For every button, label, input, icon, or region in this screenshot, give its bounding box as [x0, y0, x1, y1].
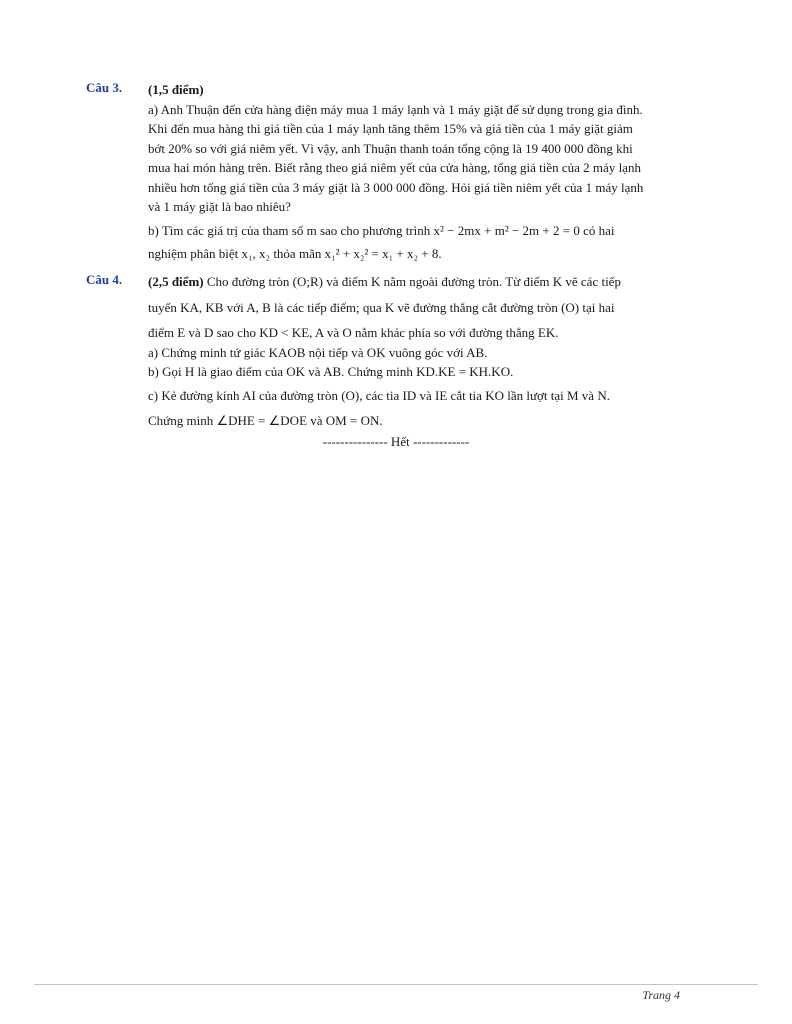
question-4	[86, 272, 706, 431]
q3-a-line-4: mua hai món hàng trên. Biết rằng theo giá niêm yết của cửa hàng, tổng giá tiền của 2 máy lạnh	[148, 160, 641, 175]
q3-b-line-1: b) Tìm các giá trị của tham số m sao cho phương trình x² − 2mx + m² − 2m + 2 = 0 có hai	[148, 222, 615, 238]
q4-line-2: tuyến KA, KB với A, B là các tiếp điểm; qua K vẽ đường thẳng cắt đường tròn (O) tại hai	[148, 299, 615, 315]
q3-a-line-1: a) Anh Thuận đến cửa hàng điện máy mua 1 máy lạnh và 1 máy giặt để sử dụng trong gia đình.	[148, 101, 643, 117]
footer-divider	[34, 984, 758, 985]
q4-line-7: Chứng minh ∠DHE = ∠DOE và OM = ON.	[148, 413, 383, 428]
q4-line-5: b) Gọi H là giao điểm của OK và AB. Chứng minh KD.KE = KH.KO.	[148, 364, 514, 379]
question-3	[86, 80, 706, 264]
question-4-points: (2,5 điểm)	[148, 274, 204, 289]
q4-line-6: c) Kẻ đường kính AI của đường tròn (O), các tia ID và IE cắt tia KO lần lượt tại M và N.	[148, 387, 610, 403]
question-3-label: Câu 3.	[86, 80, 123, 95]
question-3-points: (1,5 điểm)	[148, 82, 204, 97]
question-3-body	[148, 80, 706, 264]
q4-line-3: điểm E và D sao cho KD < KE, A và O nằm khác phía so với đường thẳng EK.	[148, 325, 559, 340]
q3-a-line-5: nhiều hơn tổng giá tiền của 3 máy giặt là 3 000 000 đồng. Hỏi giá tiền niêm yết của 1 máy lạnh	[148, 179, 644, 195]
q3-a-line-3: bớt 20% so với giá niêm yết. Vì vậy, anh Thuận thanh toán tổng cộng là 19 400 000 đồng khi	[148, 140, 633, 156]
q3-a-line-2: Khi đến mua hàng thì giá tiền của 1 máy lạnh tăng thêm 15% và giá tiền của 1 máy giặt giảm	[148, 121, 633, 136]
q3-b-line-2: nghiệm phân biệt x₁, x₂ thỏa mãn x₁² + x₂² = x₁ + x₂ + 8.	[148, 246, 442, 261]
q4-line-4: a) Chứng minh tứ giác KAOB nội tiếp và OK vuông góc với AB.	[148, 344, 488, 360]
end-marker: --------------- Hết -------------	[322, 434, 470, 449]
q3-a-line-6: và 1 máy giặt là bao nhiêu?	[148, 199, 291, 214]
q4-line-1: Cho đường tròn (O;R) và điểm K nằm ngoài đường tròn. Từ điểm K vẽ các tiếp	[206, 274, 621, 289]
page-number: Trang 4	[642, 988, 680, 1002]
question-4-label: Câu 4.	[86, 272, 123, 287]
question-4-body	[148, 272, 706, 431]
